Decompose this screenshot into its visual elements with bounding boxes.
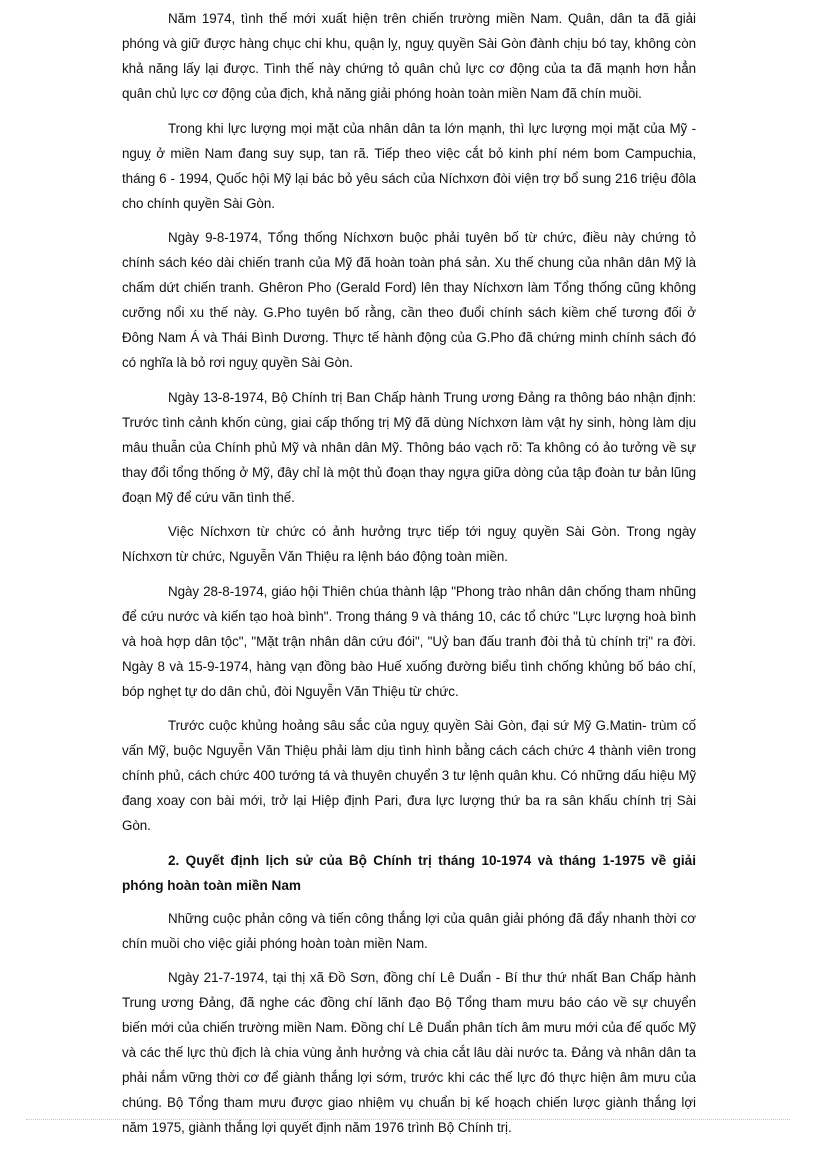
page-bottom-divider xyxy=(26,1119,790,1120)
section-heading: 2. Quyết định lịch sử của Bộ Chính trị tháng 10-1974 và tháng 1-1975 về giải phóng hoàn toàn miền Nam xyxy=(122,852,696,893)
paragraph-nixon-resignation: Ngày 9-8-1974, Tổng thống Níchxơn buộc phải tuyên bố từ chức, điều này chứng tỏ chính sách kéo dài chiến tranh của Mỹ đã hoàn toàn phá sản. Xu thế chung của nhân dân Mỹ là chấm dứt chiến tranh. Ghêron Pho (Gerald Ford) lên thay Níchxơn làm Tổng thống cũng không cưỡng nổi xu thế này. G.Pho tuyên bố rằng, cần theo đuổi chính sách kiềm chế tương đối ở Đông Nam Á và Thái Bình Dương. Thực tế hành động của G.Pho đã chứng minh chính sách đó có nghĩa là bỏ rơi nguỵ quyền Sài Gòn. xyxy=(122,230,696,370)
paragraph-1974-situation: Năm 1974, tình thế mới xuất hiện trên chiến trường miền Nam. Quân, dân ta đã giải phóng và giữ được hàng chục chi khu, quận lỵ, nguỵ quyền Sài Gòn đành chịu bó tay, không còn khả năng lấy lại được. Tình thế này chứng tỏ quân chủ lực cơ động của ta đã mạnh hơn hẳn quân chủ lực cơ động của địch, khả năng giải phóng hoàn toàn miền Nam đã chín muồi. xyxy=(122,11,696,101)
paragraph-us-puppet-decline: Trong khi lực lượng mọi mặt của nhân dân ta lớn mạnh, thì lực lượng mọi mặt của Mỹ - nguỵ ở miền Nam đang suy sụp, tan rã. Tiếp theo việc cắt bỏ kinh phí ném bom Campuchia, tháng 6 - 1994, Quốc hội Mỹ lại bác bỏ yêu sách của Níchxơn đòi viện trợ bổ sung 216 triệu đôla cho chính quyền Sài Gòn. xyxy=(122,120,696,211)
paragraph-politburo-notice: Ngày 13-8-1974, Bộ Chính trị Ban Chấp hành Trung ương Đảng ra thông báo nhận định: Trước tình cảnh khốn cùng, giai cấp thống trị Mỹ đã dùng Níchxơn làm vật hy sinh, hòng làm dịu mâu thuẫn của Chính phủ Mỹ và nhân dân Mỹ. Thông báo vạch rõ: Ta không có ảo tưởng về sự thay đổi tổng thống ở Mỹ, đây chỉ là một thủ đoạn thay ngựa giữa dòng của tập đoàn tư bản lũng đoạn Mỹ để cứu vãn tình thế. xyxy=(122,389,696,505)
document-page xyxy=(122,6,696,1150)
paragraph-do-son-meeting: Ngày 21-7-1974, tại thị xã Đồ Sơn, đồng chí Lê Duẩn - Bí thư thứ nhất Ban Chấp hành Trung ương Đảng, đã nghe các đồng chí lãnh đạo Bộ Tổng tham mưu báo cáo về sự chuyển biến mới của chiến trường miền Nam. Đồng chí Lê Duẩn phân tích âm mưu mới của đế quốc Mỹ và các thế lực thù địch là chia vùng ảnh hưởng và chia cắt lâu dài nước ta. Đảng và nhân dân ta phải nắm vững thời cơ để giành thắng lợi sớm, trước khi các thế lực đó thực hiện âm mưu của chúng. Bộ Tổng tham mưu được giao nhiệm vụ chuẩn bị kế hoạch chiến lược giành thắng lợi năm 1975, giành thắng lợi quyết định năm 1976 trình Bộ Chính trị. xyxy=(122,970,696,1135)
paragraph-saigon-alert: Việc Níchxơn từ chức có ảnh hưởng trực tiếp tới nguỵ quyền Sài Gòn. Trong ngày Níchxơn từ chức, Nguyễn Văn Thiệu ra lệnh báo động toàn miền. xyxy=(122,524,696,564)
paragraph-martin-crisis: Trước cuộc khủng hoảng sâu sắc của nguỵ quyền Sài Gòn, đại sứ Mỹ G.Matin- trùm cố vấn Mỹ, buộc Nguyễn Văn Thiệu phải làm dịu tình hình bằng cách cách chức 4 thành viên trong chính phủ, cách chức 400 tướng tá và thuyên chuyển 3 tư lệnh quân khu. Có những dấu hiệu Mỹ đang xoay con bài mới, trở lại Hiệp định Pari, đưa lực lượng thứ ba ra sân khấu chính trị Sài Gòn. xyxy=(122,718,696,833)
paragraph-counteroffensives: Những cuộc phản công và tiến công thắng lợi của quân giải phóng đã đẩy nhanh thời cơ chín muồi cho việc giải phóng hoàn toàn miền Nam. xyxy=(122,910,696,951)
paragraph-anti-corruption-movement: Ngày 28-8-1974, giáo hội Thiên chúa thành lập "Phong trào nhân dân chống tham nhũng để cứu nước và kiến tạo hoà bình". Trong tháng 9 và tháng 10, các tổ chức "Lực lượng hoà bình và hoà hợp dân tộc", "Mặt trận nhân dân cứu đói", "Uỷ ban đấu tranh đòi thả tù chính trị" ra đời. Ngày 8 và 15-9-1974, hàng vạn đồng bào Huế xuống đường biểu tình chống khủng bố báo chí, bóp nghẹt tự do dân chủ, đòi Nguyễn Văn Thiệu từ chức. xyxy=(122,583,696,699)
